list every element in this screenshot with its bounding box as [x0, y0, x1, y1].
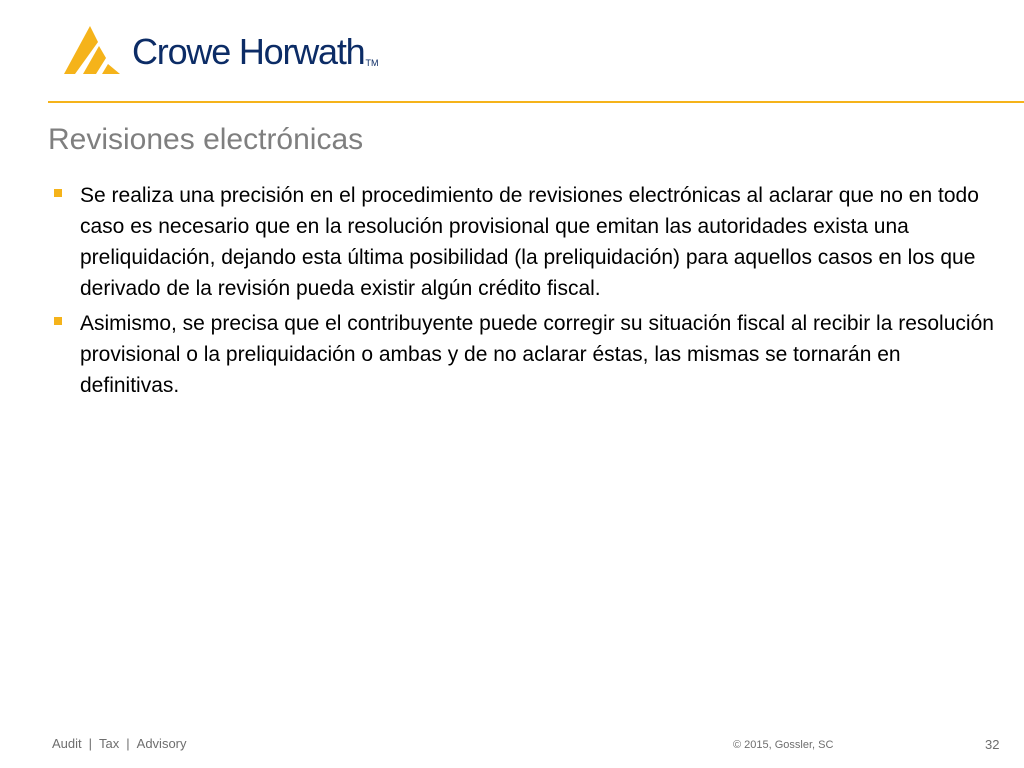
logo-peak-icon	[62, 24, 122, 78]
square-bullet-icon	[54, 189, 62, 197]
slide-title: Revisiones electrónicas	[48, 123, 364, 156]
footer-copyright: © 2015, Gossler, SC	[733, 739, 834, 751]
bullet-item	[48, 180, 998, 304]
bullet-list	[48, 180, 998, 405]
logo-name: Crowe Horwath	[132, 31, 365, 72]
footer-separator: |	[88, 736, 93, 751]
square-bullet-icon	[54, 317, 62, 325]
company-logo	[62, 24, 402, 80]
logo-wordmark	[132, 31, 378, 73]
bullet-text: Asimismo, se precisa que el contribuyente puede corregir su situación fiscal al recibir la resolución provisional o la preliquidación o ambas y de no aclarar éstas, las mismas se tornarán en definitivas.	[80, 312, 994, 397]
footer-service-tax: Tax	[99, 736, 120, 751]
footer-separator: |	[126, 736, 130, 751]
logo-trademark: TM	[365, 58, 379, 68]
footer-service-advisory: Advisory	[136, 736, 187, 751]
page-number: 32	[985, 737, 1000, 752]
bullet-text: Se realiza una precisión en el procedimiento de revisiones electrónicas al aclarar que no en todo caso es necesario que en la resolución provisional que emitan las autoridades exista una preliquidación, dejando esta última posibilidad (la preliquidación) para aquellos casos en los que derivado de la revisión pueda existir algún crédito fiscal.	[80, 184, 979, 300]
header-divider	[48, 101, 1024, 103]
footer-services	[52, 736, 187, 751]
footer-service-audit: Audit	[52, 736, 82, 751]
bullet-item	[48, 308, 998, 401]
